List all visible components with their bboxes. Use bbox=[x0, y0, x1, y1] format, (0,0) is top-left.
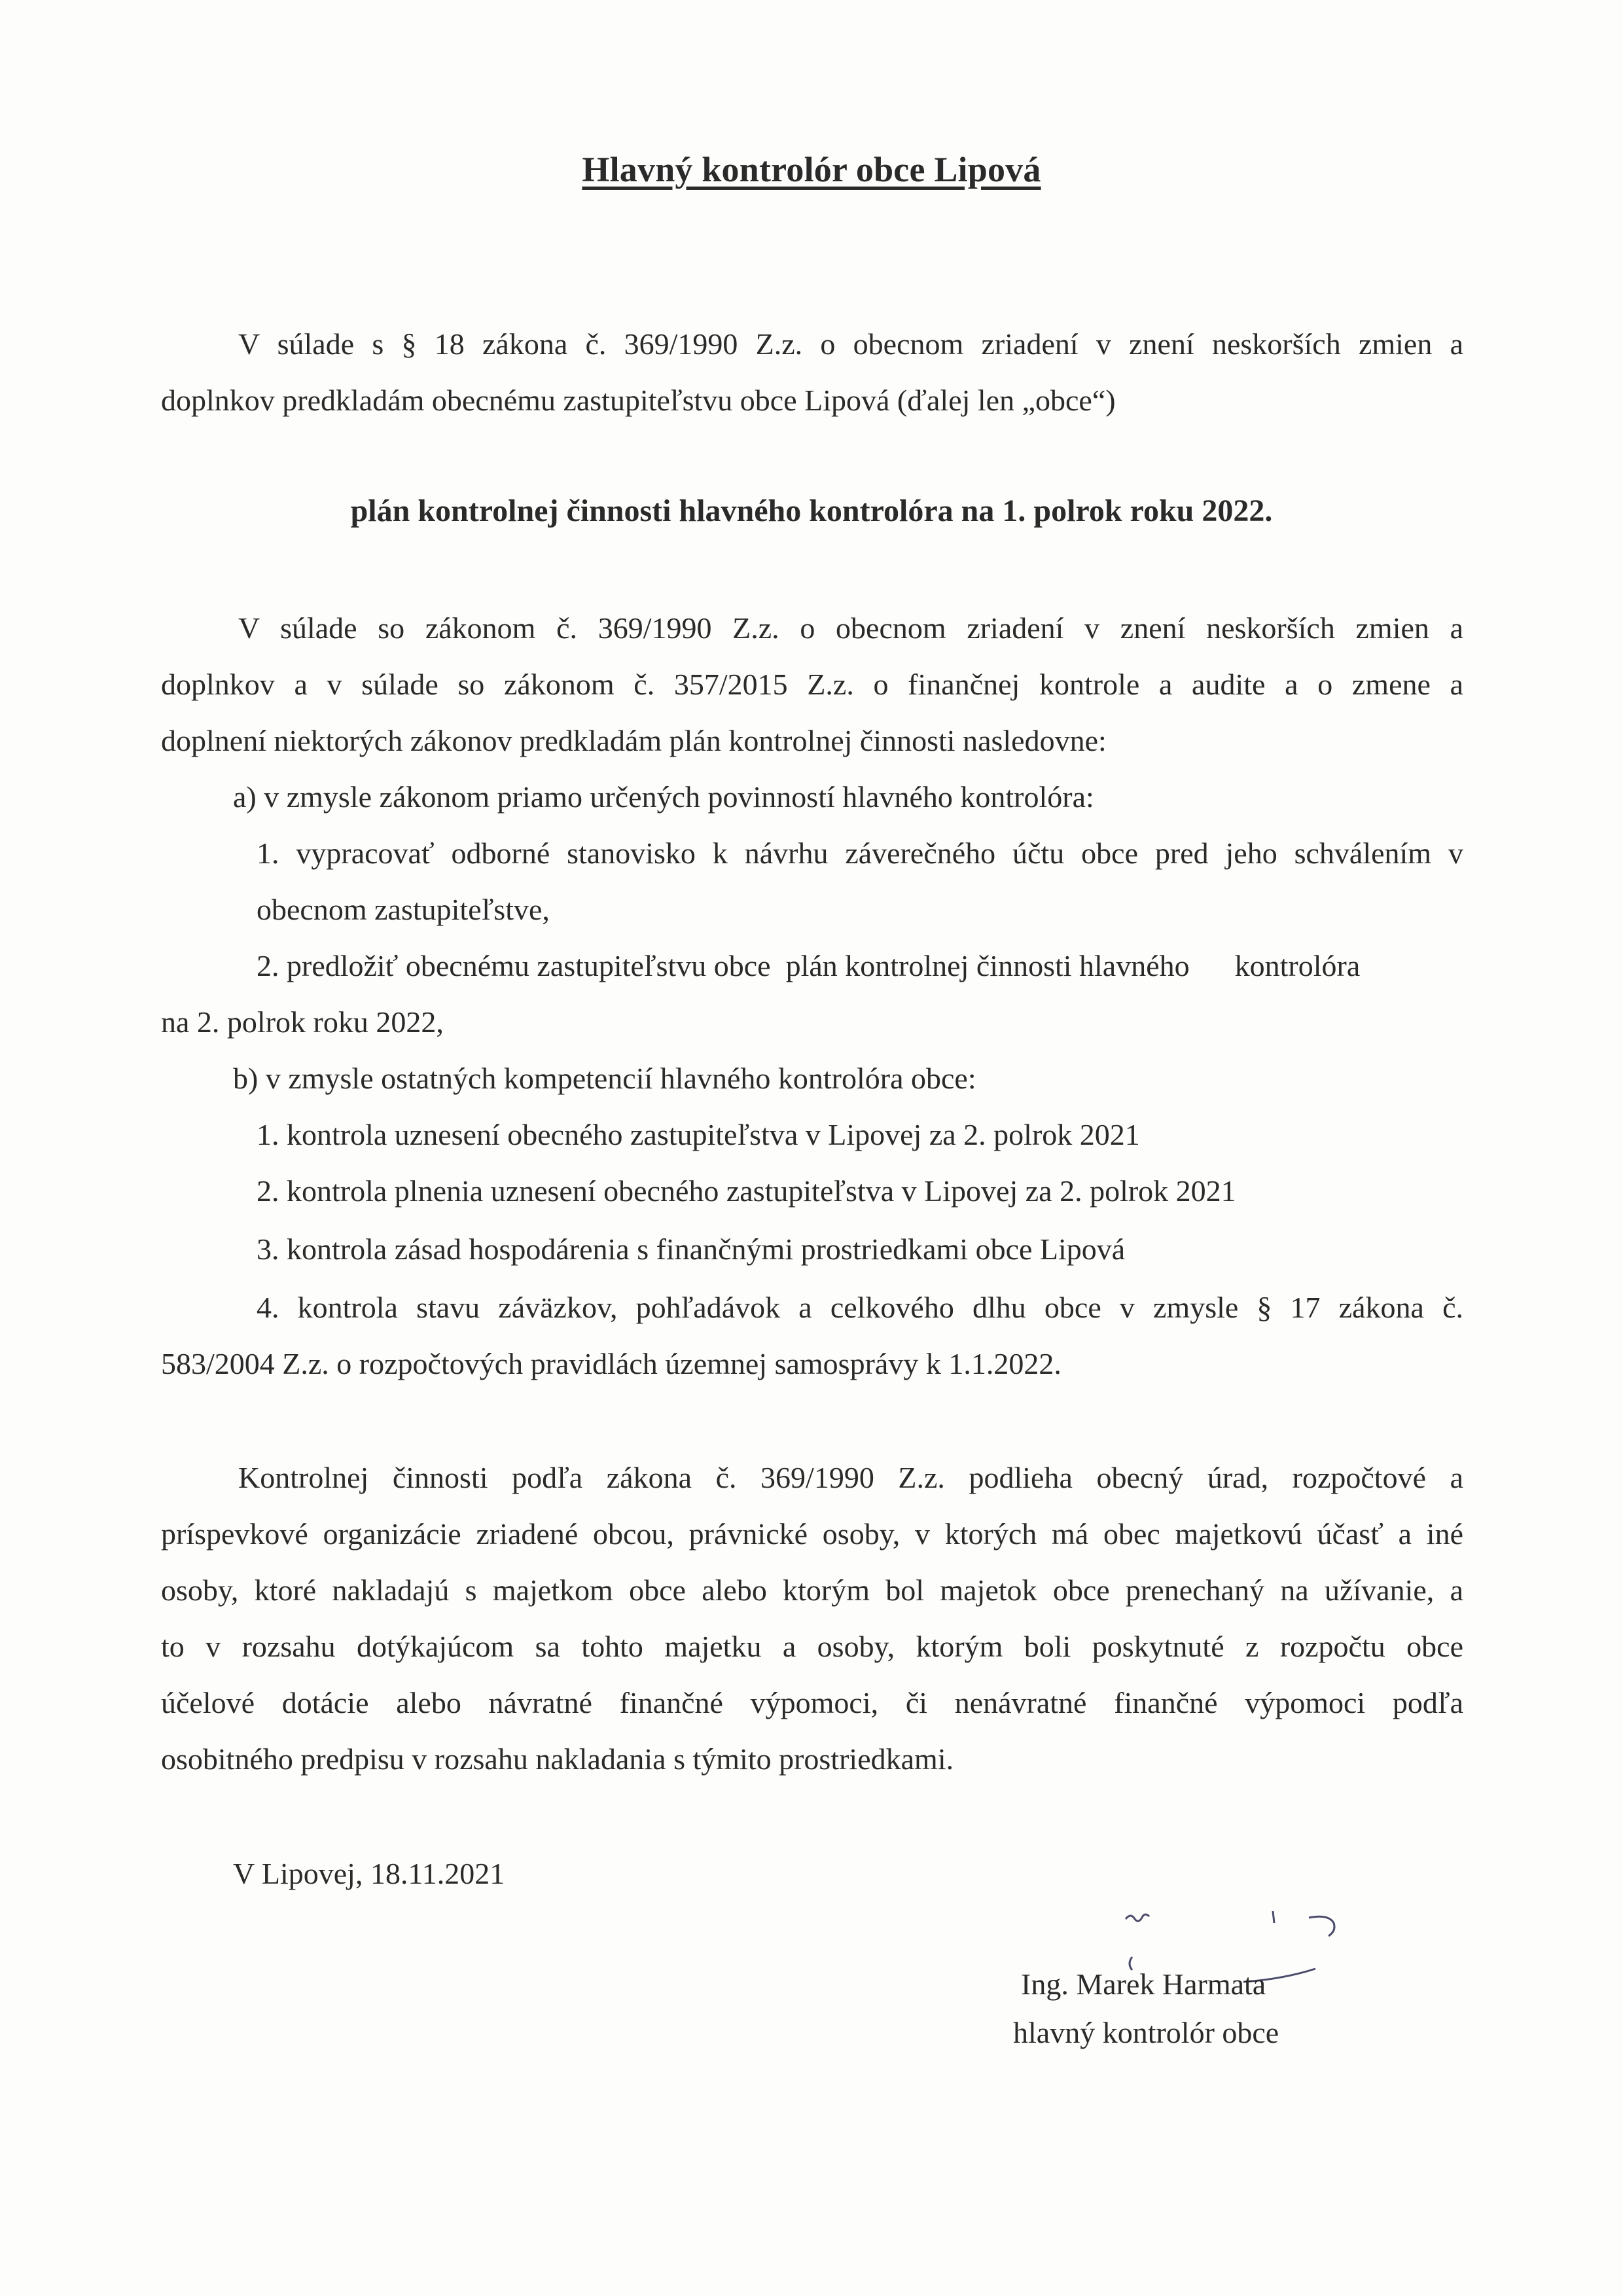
signatory-name: Ing. Marek Harmata bbox=[1021, 1967, 1266, 2001]
closing-line-3: osoby, ktoré nakladajú s majetkom obce alebo ktorým bol majetok obce prenechaný na užívanie, a bbox=[161, 1573, 1463, 1607]
closing-line-4: to v rozsahu dotýkajúcom sa tohto majetku a osoby, ktorým boli poskytnuté z rozpočtu obce bbox=[161, 1630, 1463, 1663]
closing-line-2: príspevkové organizácie zriadené obcou, právnické osoby, v ktorých má obec majetkovú účasť a iné bbox=[161, 1517, 1463, 1551]
list-b-item-2: 2. kontrola plnenia uznesení obecného zastupiteľstva v Lipovej za 2. polrok 2021 bbox=[257, 1174, 1236, 1208]
list-a-item-1-line-2: obecnom zastupiteľstve, bbox=[257, 893, 550, 926]
closing-line-5: účelové dotácie alebo návratné finančné výpomoci, či nenávratné finančné výpomoci podľa bbox=[161, 1686, 1463, 1719]
closing-line-1: Kontrolnej činnosti podľa zákona č. 369/1990 Z.z. podlieha obecný úrad, rozpočtové a bbox=[238, 1461, 1463, 1494]
section-line-2: doplnkov a v súlade so zákonom č. 357/2015 Z.z. o finančnej kontrole a audite a o zmene a bbox=[161, 668, 1463, 701]
intro-line-2: doplnkov predkladám obecnému zastupiteľstvu obce Lipová (ďalej len „obce“) bbox=[161, 384, 1116, 417]
plan-heading: plán kontrolnej činnosti hlavného kontrolóra na 1. polrok roku 2022. bbox=[350, 493, 1273, 528]
list-b-item-1: 1. kontrola uznesení obecného zastupiteľstva v Lipovej za 2. polrok 2021 bbox=[257, 1118, 1140, 1151]
list-a-heading: a) v zmysle zákonom priamo určených povinností hlavného kontrolóra: bbox=[233, 780, 1094, 814]
list-b-heading: b) v zmysle ostatných kompetencií hlavného kontrolóra obce: bbox=[233, 1062, 976, 1095]
list-a-item-2-line-1: 2. predložiť obecnému zastupiteľstvu obce plán kontrolnej činnosti hlavného kontrolóra bbox=[257, 949, 1361, 982]
signatory-role: hlavný kontrolór obce bbox=[1013, 2016, 1279, 2049]
list-a-item-1-line-1: 1. vypracovať odborné stanovisko k návrhu záverečného účtu obce pred jeho schválením v bbox=[257, 836, 1463, 870]
place-date: V Lipovej, 18.11.2021 bbox=[233, 1857, 505, 1890]
section-line-3: doplnení niektorých zákonov predkladám plán kontrolnej činnosti nasledovne: bbox=[161, 724, 1107, 757]
document-title: Hlavný kontrolór obce Lipová bbox=[582, 150, 1041, 189]
list-b-item-3: 3. kontrola zásad hospodárenia s finančnými prostriedkami obce Lipová bbox=[257, 1232, 1126, 1266]
section-line-1: V súlade so zákonom č. 369/1990 Z.z. o obecnom zriadení v znení neskorších zmien a bbox=[238, 611, 1463, 645]
intro-line-1: V súlade s § 18 zákona č. 369/1990 Z.z. o obecnom zriadení v znení neskorších zmien a bbox=[238, 327, 1463, 361]
list-a-item-2-line-2: na 2. polrok roku 2022, bbox=[161, 1005, 444, 1039]
closing-line-6: osobitného predpisu v rozsahu nakladania s týmito prostriedkami. bbox=[161, 1742, 954, 1776]
list-b-item-4-line-2: 583/2004 Z.z. o rozpočtových pravidlách územnej samosprávy k 1.1.2022. bbox=[161, 1347, 1061, 1380]
list-b-item-4-line-1: 4. kontrola stavu záväzkov, pohľadávok a celkového dlhu obce v zmysle § 17 zákona č. bbox=[257, 1291, 1463, 1324]
